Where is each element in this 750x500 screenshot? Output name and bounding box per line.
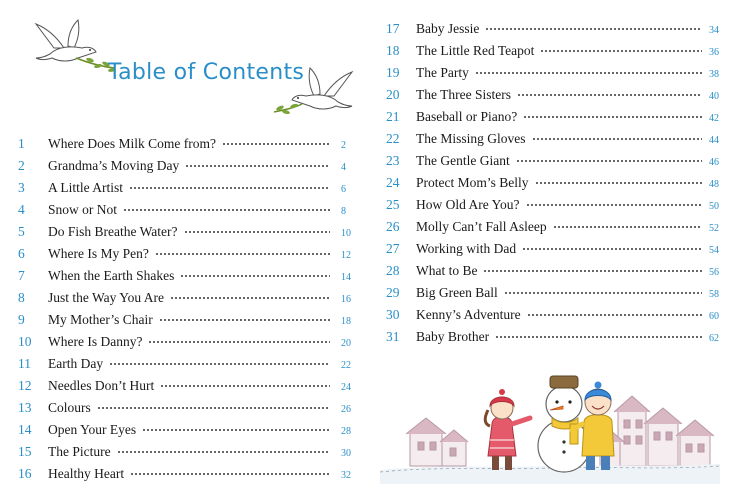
entry-page-number: 40 [709,91,719,102]
entry-title: Where Does Milk Come from? [48,136,216,151]
entry-number: 31 [386,329,400,344]
dot-leader [222,143,330,145]
entry-number: 17 [386,21,400,36]
entry-title: The Three Sisters [416,87,511,102]
entry-title: What to Be [416,263,478,278]
toc-list-left [0,133,360,485]
toc-entry[interactable] [0,397,360,419]
page-title: Table of Contents [108,60,305,85]
entry-title: Open Your Eyes [48,422,137,437]
dot-leader [483,270,702,272]
entry-number: 25 [386,197,400,212]
dot-leader [485,28,702,30]
entry-number: 18 [386,43,400,58]
entry-page-number: 6 [341,184,346,195]
entry-page-number: 26 [341,404,351,415]
entry-title: Needles Don’t Hurt [48,378,155,393]
entry-page-number: 46 [709,157,719,168]
entry-title: The Picture [48,444,111,459]
entry-number: 13 [18,400,32,415]
toc-entry[interactable] [370,40,732,62]
dot-leader [170,297,330,299]
toc-entry[interactable] [0,287,360,309]
entry-title: Snow or Not [48,202,118,217]
entry-title: How Old Are You? [416,197,520,212]
entry-number: 29 [386,285,400,300]
toc-entry[interactable] [0,133,360,155]
entry-number: 1 [18,136,25,151]
entry-title: Where Is My Pen? [48,246,149,261]
toc-entry[interactable] [0,177,360,199]
entry-number: 23 [386,153,400,168]
entry-title: Working with Dad [416,241,517,256]
entry-title: Where Is Danny? [48,334,143,349]
entry-number: 21 [386,109,400,124]
toc-entry[interactable] [0,419,360,441]
dot-leader [495,336,702,338]
toc-entry[interactable] [370,150,732,172]
toc-entry[interactable] [0,265,360,287]
toc-entry[interactable] [0,243,360,265]
entry-number: 27 [386,241,400,256]
entry-page-number: 56 [709,267,719,278]
entry-page-number: 38 [709,69,719,80]
entry-number: 24 [386,175,400,190]
dot-leader [159,319,330,321]
toc-entry[interactable] [370,84,732,106]
entry-number: 6 [18,246,25,261]
toc-entry[interactable] [0,309,360,331]
toc-entry[interactable] [370,106,732,128]
dot-leader [109,363,330,365]
toc-entry[interactable] [0,221,360,243]
entry-title: My Mother’s Chair [48,312,153,327]
entry-page-number: 42 [709,113,719,124]
entry-number: 22 [386,131,400,146]
entry-number: 10 [18,334,32,349]
toc-entry[interactable] [370,238,732,260]
toc-entry[interactable] [0,463,360,485]
entry-title: The Party [416,65,469,80]
toc-entry[interactable] [370,282,732,304]
entry-number: 19 [386,65,400,80]
toc-entry[interactable] [0,375,360,397]
entry-number: 3 [18,180,25,195]
toc-entry[interactable] [370,128,732,150]
entry-title: Protect Mom’s Belly [416,175,529,190]
entry-page-number: 10 [341,228,351,239]
dot-leader [523,116,702,118]
entry-number: 28 [386,263,400,278]
entry-title: The Gentle Giant [416,153,510,168]
entry-page-number: 18 [341,316,351,327]
toc-entry[interactable] [0,155,360,177]
entry-page-number: 20 [341,338,351,349]
dot-leader [185,165,330,167]
entry-page-number: 2 [341,140,346,151]
dot-leader [142,429,330,431]
dot-leader [148,341,330,343]
toc-entry[interactable] [370,62,732,84]
entry-page-number: 32 [341,470,351,481]
entry-title: Big Green Ball [416,285,498,300]
entry-number: 8 [18,290,25,305]
dot-leader [540,50,702,52]
toc-entry[interactable] [370,304,732,326]
dot-leader [553,226,702,228]
entry-title: Just the Way You Are [48,290,165,305]
entry-title: Baby Brother [416,329,490,344]
dot-leader [527,314,702,316]
dot-leader [516,160,702,162]
toc-entry[interactable] [0,199,360,221]
entry-page-number: 8 [341,206,346,217]
entry-title: Grandma’s Moving Day [48,158,180,173]
dot-leader [535,182,702,184]
entry-number: 30 [386,307,400,322]
entry-page-number: 28 [341,426,351,437]
dove-icon [28,18,118,80]
entry-number: 26 [386,219,400,234]
toc-entry[interactable] [370,194,732,216]
entry-number: 15 [18,444,32,459]
toc-entry[interactable] [370,260,732,282]
entry-page-number: 60 [709,311,719,322]
entry-title: The Little Red Teapot [416,43,535,58]
entry-page-number: 44 [709,135,719,146]
entry-title: A Little Artist [48,180,124,195]
entry-number: 7 [18,268,25,283]
entry-page-number: 22 [341,360,351,371]
entry-number: 16 [18,466,32,481]
toc-entry[interactable] [0,331,360,353]
snowman-illustration [380,360,720,484]
entry-title: The Missing Gloves [416,131,526,146]
dot-leader [504,292,702,294]
dot-leader [517,94,702,96]
entry-number: 4 [18,202,25,217]
toc-entry[interactable] [370,172,732,194]
entry-title: Healthy Heart [48,466,125,481]
entry-number: 20 [386,87,400,102]
entry-title: Earth Day [48,356,104,371]
entry-number: 9 [18,312,25,327]
dot-leader [532,138,702,140]
entry-title: Baseball or Piano? [416,109,518,124]
entry-number: 2 [18,158,25,173]
dot-leader [117,451,330,453]
dot-leader [97,407,330,409]
entry-title: When the Earth Shakes [48,268,175,283]
dot-leader [522,248,702,250]
dot-leader [180,275,330,277]
dot-leader [184,231,330,233]
toc-entry[interactable] [370,326,732,348]
entry-page-number: 58 [709,289,719,300]
dot-leader [123,209,330,211]
entry-page-number: 24 [341,382,351,393]
entry-page-number: 16 [341,294,351,305]
entry-title: Colours [48,400,91,415]
toc-entry[interactable] [0,353,360,375]
entry-page-number: 54 [709,245,719,256]
entry-number: 12 [18,378,32,393]
entry-page-number: 4 [341,162,346,173]
toc-entry[interactable] [0,441,360,463]
entry-page-number: 34 [709,25,719,36]
entry-number: 5 [18,224,25,239]
entry-number: 11 [18,356,31,371]
entry-page-number: 52 [709,223,719,234]
dot-leader [475,72,702,74]
dot-leader [129,187,330,189]
entry-page-number: 62 [709,333,719,344]
toc-entry[interactable] [370,216,732,238]
toc-entry[interactable] [370,18,732,40]
dot-leader [155,253,330,255]
entry-page-number: 12 [341,250,351,261]
entry-title: Baby Jessie [416,21,480,36]
entry-number: 14 [18,422,32,437]
entry-title: Molly Can’t Fall Asleep [416,219,547,234]
entry-title: Kenny’s Adventure [416,307,521,322]
dot-leader [160,385,330,387]
toc-list-right [370,18,732,348]
entry-page-number: 30 [341,448,351,459]
dot-leader [130,473,330,475]
dot-leader [526,204,702,206]
entry-page-number: 48 [709,179,719,190]
entry-title: Do Fish Breathe Water? [48,224,178,239]
entry-page-number: 36 [709,47,719,58]
entry-page-number: 14 [341,272,351,283]
entry-page-number: 50 [709,201,719,212]
